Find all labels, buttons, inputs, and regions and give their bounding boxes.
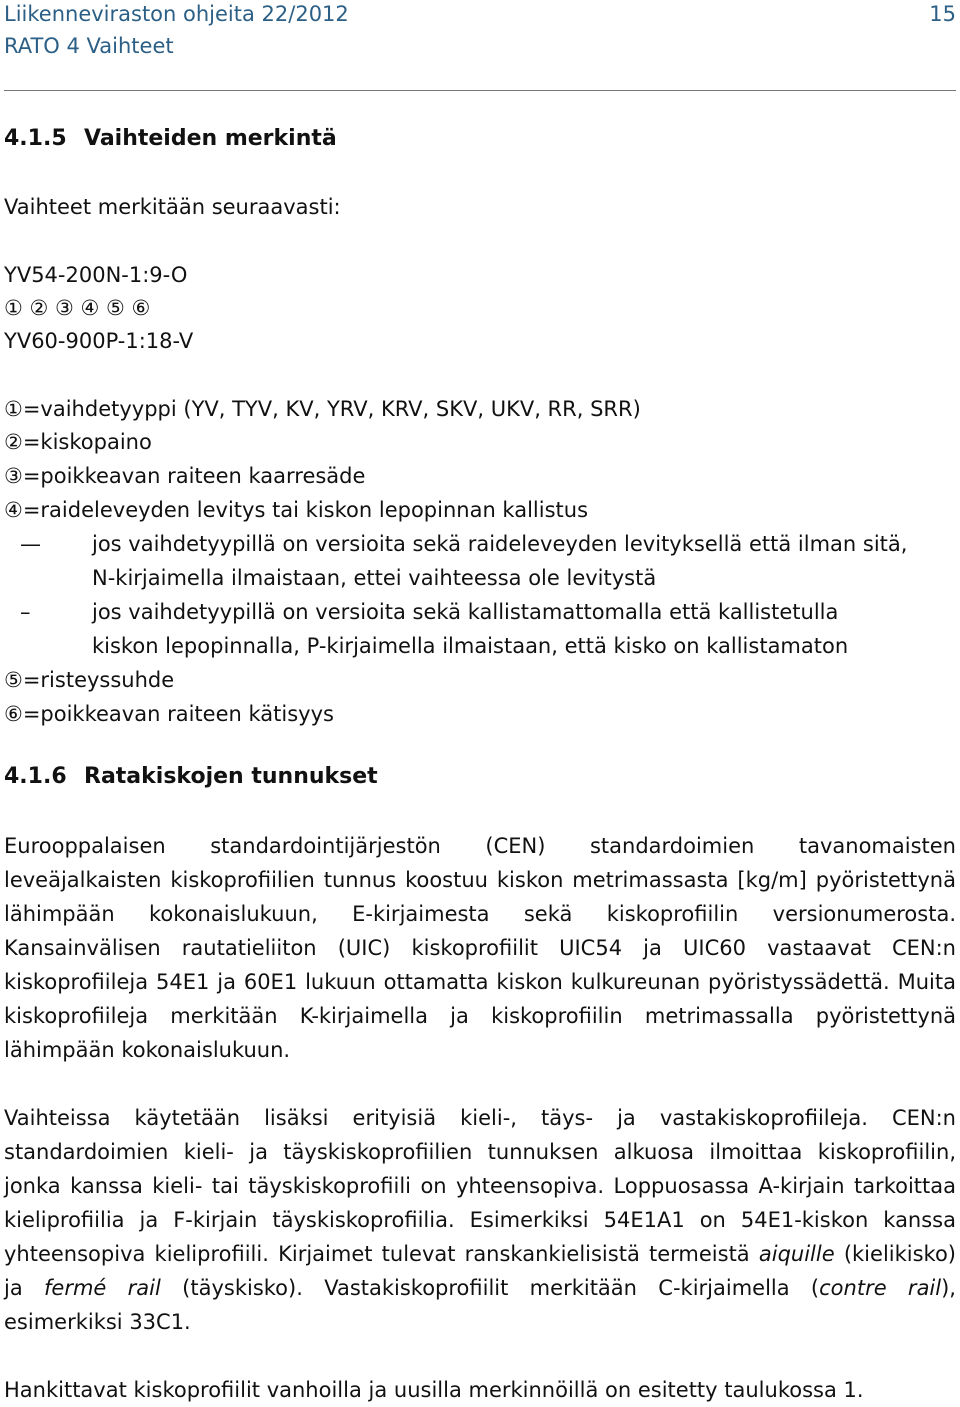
- section-number: 4.1.6: [4, 764, 67, 789]
- publication-subtitle: RATO 4 Vaihteet: [4, 34, 174, 58]
- definition-item-3: ③=poikkeavan raiteen kaarresäde: [4, 464, 366, 488]
- section-heading-4-1-6: [4, 764, 378, 789]
- dash-bullet: —: [20, 532, 41, 556]
- notation-markers: ① ② ③ ④ ⑤ ⑥: [4, 296, 151, 320]
- definition-item-6: ⑥=poikkeavan raiteen kätisyys: [4, 702, 334, 726]
- publication-title: Liikenneviraston ohjeita 22/2012: [4, 2, 349, 26]
- paragraph-switch-profiles: [4, 1101, 956, 1339]
- definition-item-5: ⑤=risteyssuhde: [4, 668, 175, 692]
- notation-example-1: YV54-200N-1:9-O: [4, 263, 188, 287]
- term-ferme-rail: fermé rail: [44, 1276, 161, 1300]
- section-heading-4-1-5: [4, 126, 337, 151]
- text-run: (kielikisko) ja: [4, 1242, 956, 1300]
- page-number: 15: [929, 2, 956, 26]
- header-divider: [4, 90, 956, 91]
- section-number: 4.1.5: [4, 126, 67, 151]
- text-run: Vaihteissa käytetään lisäksi erityisiä kieli-, täys- ja vastakiskoprofiileja. CEN:n standardoimien kieli- ja täyskiskoprofiilien tunnuksen alkuosa ilmoittaa kiskoprofiilin, jonka kanssa kieli- tai täyskiskoprofiili on yhteensopiva. Loppuosassa A-kirjain tarkoittaa kieliprofiilia ja F-kirjain täyskiskoprofiilia. Esimerkiksi 54E1A1 on 54E1-kiskon kanssa yhteensopiva kieliprofiili. Kirjaimet tulevat ranskankielisistä termeistä: [4, 1106, 956, 1266]
- table-reference-line: Hankittavat kiskoprofiilit vanhoilla ja uusilla merkinnöillä on esitetty taulukossa 1.: [4, 1378, 864, 1402]
- bullet-1-line-1: jos vaihdetyypillä on versioita sekä raideleveyden levityksellä että ilman sitä,: [92, 532, 908, 556]
- text-run: ), esimerkiksi 33C1.: [4, 1276, 956, 1334]
- paragraph-rail-codes: [4, 829, 956, 1067]
- paragraph-text: [4, 1101, 956, 1339]
- text-run: (täyskisko). Vastakiskoprofiilit merkitään C-kirjaimella (: [160, 1276, 820, 1300]
- definition-item-4: ④=raideleveyden levitys tai kiskon lepopinnan kallistus: [4, 498, 589, 522]
- bullet-2-line-1: jos vaihdetyypillä on versioita sekä kallistamattomalla että kallistetulla: [92, 600, 839, 624]
- section-title: Vaihteiden merkintä: [84, 126, 337, 151]
- section-title: Ratakiskojen tunnukset: [84, 764, 378, 789]
- bullet-1-line-2: N-kirjaimella ilmaistaan, ettei vaihteessa ole levitystä: [92, 566, 657, 590]
- paragraph-text: Eurooppalaisen standardointijärjestön (CEN) standardoimien tavanomaisten leveäjalkaisten kiskoprofiilien tunnus koostuu kiskon metrimassasta [kg/m] pyöristettynä lähimpään kokonaislukuun, E-kirjaimesta sekä kiskoprofiilin versionumerosta. Kansainvälisen rautatieliiton (UIC) kiskoprofiilit UIC54 ja UIC60 vastaavat CEN:n kiskoprofiileja 54E1 ja 60E1 lukuun ottamatta kiskon kulkureunan pyöristyssädettä. Muita kiskoprofiileja merkitään K-kirjaimella ja kiskoprofiilin metrimassalla pyöristettynä lähimpään kokonaislukuun.: [4, 834, 956, 1062]
- page-header: [4, 0, 956, 96]
- term-contre-rail: contre rail: [819, 1276, 942, 1300]
- dash-bullet: –: [20, 600, 31, 624]
- bullet-2-line-2: kiskon lepopinnalla, P-kirjaimella ilmaistaan, että kisko on kallistamaton: [92, 634, 849, 658]
- definition-item-1: ①=vaihdetyyppi (YV, TYV, KV, YRV, KRV, SKV, UKV, RR, SRR): [4, 397, 641, 421]
- notation-example-2: YV60-900P-1:18-V: [4, 329, 194, 353]
- intro-text: Vaihteet merkitään seuraavasti:: [4, 195, 341, 219]
- definition-item-2: ②=kiskopaino: [4, 430, 152, 454]
- term-aiquille: aiquille: [758, 1242, 835, 1266]
